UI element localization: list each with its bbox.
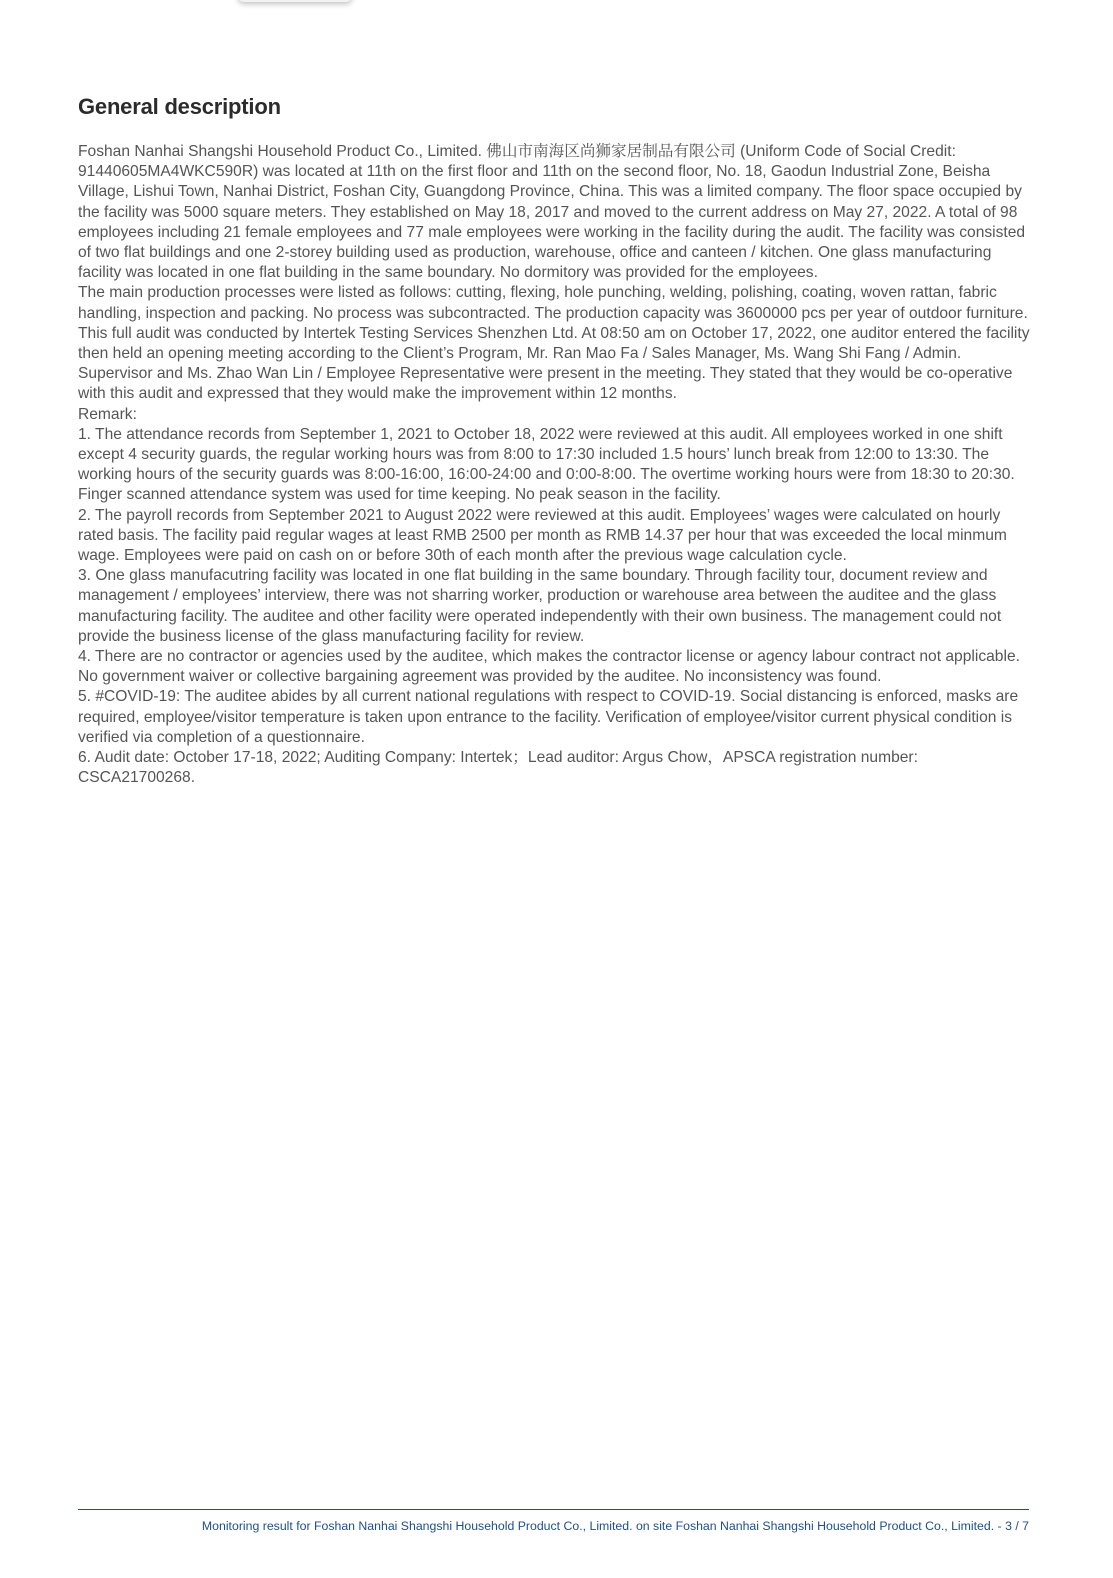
remark-covid: 5. #COVID-19: The auditee abides by all current national regulations with respect to COVID-19. Social distancing is enforced, masks are required, employee/visitor temperature is taken upon entrance to the facility. Verification of employee/visitor current physical condition is verified via completion of a questionnaire.	[78, 688, 1019, 746]
paragraph-production-processes: The main production processes were listed as follows: cutting, flexing, hole punching, welding, polishing, coating, woven rattan, fabric handling, inspection and packing. No process was subcontracted. The production capacity was 3600000 pcs per year of outdoor furniture.	[78, 284, 1028, 322]
paragraph-audit-conduct: This full audit was conducted by Intertek Testing Services Shenzhen Ltd. At 08:50 am on October 17, 2022, one auditor entered the facility then held an opening meeting according to the Client’s Program, Mr. Ran Mao Fa / Sales Manager, Ms. Wang Shi Fang / Admin. Supervisor and Ms. Zhao Wan Lin / Employee Representative were present in the meeting. They stated that they would be co-operative with this audit and expressed that they would make the improvement within 12 months.	[78, 324, 1030, 403]
section-heading: General description	[78, 94, 281, 119]
description-body	[78, 142, 1030, 789]
paragraph-facility-overview: Foshan Nanhai Shangshi Household Product Co., Limited. 佛山市南海区尚狮家居制品有限公司 (Uniform Code of Social Credit: 91440605MA4WKC590R) was located at 11th on the first floor and 11th on the second floor, No. 18, Gaodun Industrial Zone, Beisha Village, Lishui Town, Nanhai District, Foshan City, Guangdong Province, China. This was a limited company. The floor space occupied by the facility was 5000 square meters. They established on May 18, 2017 and moved to the current address on May 27, 2022. A total of 98 employees including 21 female employees and 77 male employees were working in the facility during the audit. The facility was consisted of two flat buildings and one 2-storey building used as production, warehouse, office and canteen / kitchen. One glass manufacturing facility was located in one flat building in the same boundary. No dormitory was provided for the employees.	[78, 143, 1026, 282]
remark-payroll: 2. The payroll records from September 2021 to August 2022 were reviewed at this audit. Employees’ wages were calculated on hourly rated basis. The facility paid regular wages at least RMB 2500 per month as RMB 14.37 per hour that was exceeded the local minmum wage. Employees were paid on cash on or before 30th of each month after the previous wage calculation cycle.	[78, 506, 1007, 565]
remark-attendance: 1. The attendance records from September 1, 2021 to October 18, 2022 were reviewed at this audit. All employees worked in one shift except 4 security guards, the regular working hours was from 8:00 to 17:30 included 1.5 hours’ lunch break from 12:00 to 13:30. The working hours of the security guards was 8:00-16:00, 16:00-24:00 and 0:00-8:00. The overtime working hours were from 18:30 to 20:30. Finger scanned attendance system was used for time keeping. No peak season in the facility.	[78, 425, 1015, 504]
remark-contractors: 4. There are no contractor or agencies used by the auditee, which makes the contractor license or agency labour contract not applicable. No government waiver or collective bargaining agreement was provided by the auditee. No inconsistency was found.	[78, 648, 1020, 686]
remark-audit-date: 6. Audit date: October 17-18, 2022; Auditing Company: Intertek；Lead auditor: Argus Chow，APSCA registration number: CSCA21700268.	[78, 749, 918, 787]
page-footer: Monitoring result for Foshan Nanhai Shangshi Household Product Co., Limited. on site Foshan Nanhai Shangshi Household Product Co., Limited. - 3 / 7	[201, 1519, 1029, 1533]
remark-glass-facility: 3. One glass manufacutring facility was located in one flat building in the same boundary. Through facility tour, document review and management / employees’ interview, there was not sharring worker, production or warehouse area between the auditee and the glass manufacturing facility. The auditee and other facility were operated independently with their own business. The management could not provide the business license of the glass manufacturing facility for review.	[78, 567, 1002, 645]
paragraph-remark-label: Remark:	[78, 405, 137, 423]
footer-divider	[78, 1509, 1029, 1510]
top-tab-shadow	[238, 0, 352, 2]
